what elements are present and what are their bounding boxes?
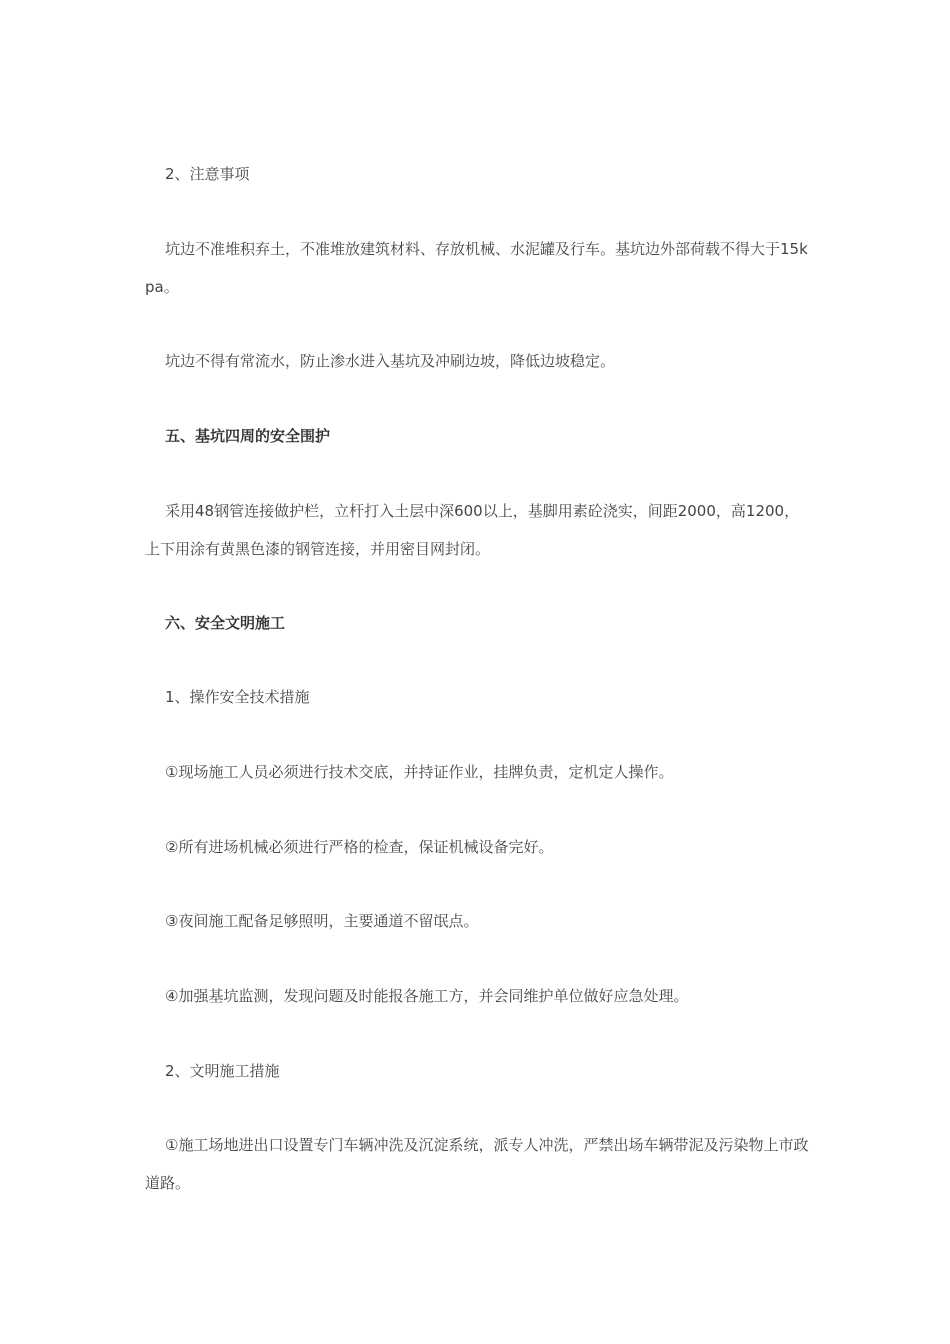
paragraph-pit-edge-load: 坑边不准堆积弃土，不准堆放建筑材料、存放机械、水泥罐及行车。基坑边外部荷载不得大于15kpa。 [145, 240, 808, 296]
list-item-night-lighting: ③夜间施工配备足够照明，主要通道不留氓点。 [165, 912, 479, 930]
section-heading-safety-fence: 五、基坑四周的安全围护 [165, 427, 331, 445]
paragraph-pit-edge-water: 坑边不得有常流水，防止渗水进入基坑及冲刷边坡，降低边坡稳定。 [165, 352, 616, 370]
section-heading-civilized-construction: 六、安全文明施工 [165, 614, 286, 632]
list-item-technical-briefing: ①现场施工人员必须进行技术交底，并持证作业，挂牌负责，定机定人操作。 [165, 763, 674, 781]
list-item-vehicle-washing: ①施工场地进出口设置专门车辆冲洗及沉淀系统，派专人冲洗，严禁出场车辆带泥及污染物上市政道路。 [145, 1136, 809, 1192]
list-item-pit-monitoring: ④加强基坑监测，发现问题及时能报各施工方，并会同维护单位做好应急处理。 [165, 987, 689, 1005]
subheading-operation-safety: 1、操作安全技术措施 [165, 688, 310, 706]
subheading-civilized-measures: 2、文明施工措施 [165, 1062, 280, 1080]
paragraph-fence-spec: 采用48钢管连接做护栏，立杆打入土层中深600以上，基脚用素砼浇实，间距2000，高1200，上下用涂有黄黑色漆的钢管连接，并用密目网封闭。 [145, 502, 800, 558]
subheading-precautions: 2、注意事项 [165, 165, 250, 183]
list-item-machine-inspection: ②所有进场机械必须进行严格的检查，保证机械设备完好。 [165, 838, 554, 856]
